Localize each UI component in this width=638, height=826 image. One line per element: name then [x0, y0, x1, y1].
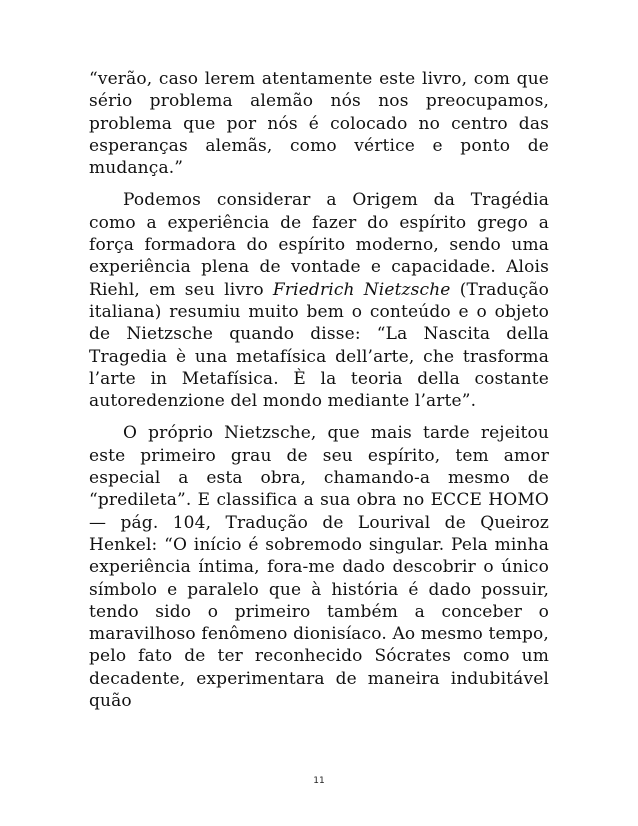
page-number: 11 — [313, 776, 325, 786]
book-title-friedrich-nietzsche: Friedrich Nietzsche — [272, 279, 451, 300]
paragraph-origem-da-tragedia — [89, 189, 549, 412]
paragraph-ecce-homo: O próprio Nietzsche, que mais tarde rejeitou este primeiro grau de seu espírito, tem amor especial a esta obra, chamando-a mesmo de “predileta”. E classifica a sua obra no ECCE HOMO — pág. 104, Tradução de Lourival de Queiroz Henkel: “O início é sobremodo singular. Pela minha experiência íntima, fora-me dado descobrir o único símbolo e paralelo que à história é dado possuir, tendo sido o primeiro também a conceber o maravilhoso fenômeno dionisíaco. Ao mesmo tempo, pelo fato de ter reconhecido Sócrates como um decadente, experimentara de maneira indubitável quão — [89, 423, 549, 712]
paragraph-quote-continuation: “verão, caso lerem atentamente este livro, com que sério problema alemão nós nos preocupamos, problema que por nós é colocado no centro das esperanças alemãs, como vértice e ponto de mudança.” — [89, 69, 549, 179]
paragraph-text-after-title: (Tradução italiana) resumiu muito bem o conteúdo e o objeto de Nietzsche quando disse: “La Nascita della Tragedia è una metafísica dell’arte, che trasforma l’arte in Metafísica. È la teoria della costante autoredenzione del mondo mediante l’arte”. — [89, 279, 549, 412]
page-body — [89, 68, 549, 722]
paragraph-text-before-title: Podemos considerar a Origem da Tragédia como a experiência de fazer do espírito grego a força formadora do espírito moderno, sendo uma experiência plena de vontade e capacidade. Alois Riehl, em seu livro — [89, 190, 549, 300]
